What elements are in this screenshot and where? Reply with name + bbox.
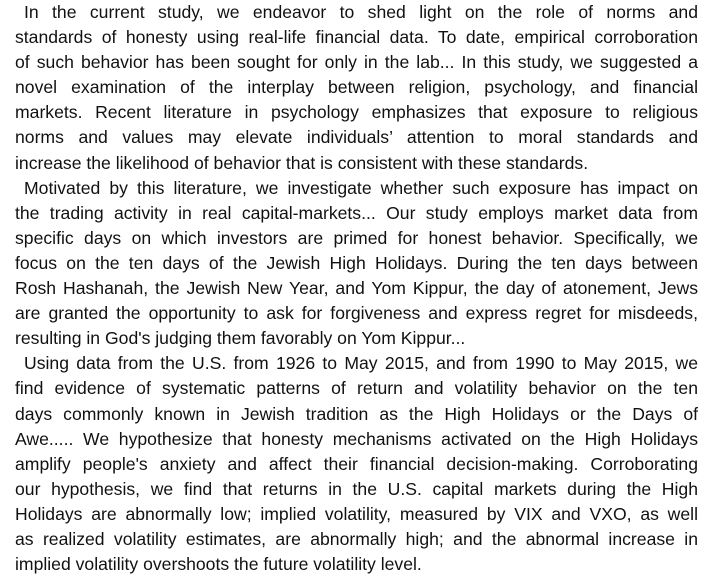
text-line: norms and values may elevate individuals’ attention to moral standards and — [15, 127, 698, 148]
paragraph-2 — [6, 176, 698, 352]
text-line: are granted the opportunity to ask for forgiveness and express regret for misdeeds, — [15, 303, 698, 324]
paragraph-3 — [6, 351, 698, 577]
text-line: Rosh Hashanah, the Jewish New Year, and Yom Kippur, the day of atonement, Jews — [15, 278, 698, 299]
text-line: our hypothesis, we find that returns in the U.S. capital markets during the High — [15, 478, 698, 499]
text-line: the trading activity in real capital-markets... Our study employs market data from — [15, 202, 698, 223]
text-line: Holidays are abnormally low; implied volatility, measured by VIX and VXO, as well — [15, 503, 698, 524]
text-line: find evidence of systematic patterns of return and volatility behavior on the ten — [15, 378, 698, 399]
text-line: specific days on which investors are primed for honest behavior. Specifically, we — [15, 227, 698, 248]
text-line: Motivated by this literature, we investigate whether such exposure has impact on — [24, 177, 698, 198]
text-line: resulting in God's judging them favorably on Yom Kippur... — [15, 328, 466, 349]
text-line: increase the likelihood of behavior that is consistent with these standards. — [15, 152, 589, 173]
text-line: markets. Recent literature in psychology emphasizes that exposure to religious — [15, 102, 698, 123]
text-line: as realized volatility estimates, are abnormally high; and the abnormal increase in — [15, 528, 698, 549]
document-body — [6, 0, 698, 577]
text-line: novel examination of the interplay between religion, psychology, and financial — [15, 77, 698, 98]
text-line: implied volatility overshoots the future volatility level. — [15, 554, 422, 575]
text-line: standards of honesty using real-life financial data. To date, empirical corroboration — [15, 27, 698, 48]
paragraph-1 — [6, 0, 698, 176]
text-line: of such behavior has been sought for only in the lab... In this study, we suggested a — [15, 52, 698, 73]
text-line: amplify people's anxiety and affect their financial decision-making. Corroborating — [15, 453, 698, 474]
text-line: Awe..... We hypothesize that honesty mechanisms activated on the High Holidays — [15, 428, 698, 449]
text-line: days commonly known in Jewish tradition as the High Holidays or the Days of — [15, 403, 698, 424]
text-line: focus on the ten days of the Jewish High Holidays. During the ten days between — [15, 252, 698, 273]
text-line: Using data from the U.S. from 1926 to May 2015, and from 1990 to May 2015, we — [24, 353, 698, 374]
text-line: In the current study, we endeavor to shed light on the role of norms and — [24, 2, 698, 22]
